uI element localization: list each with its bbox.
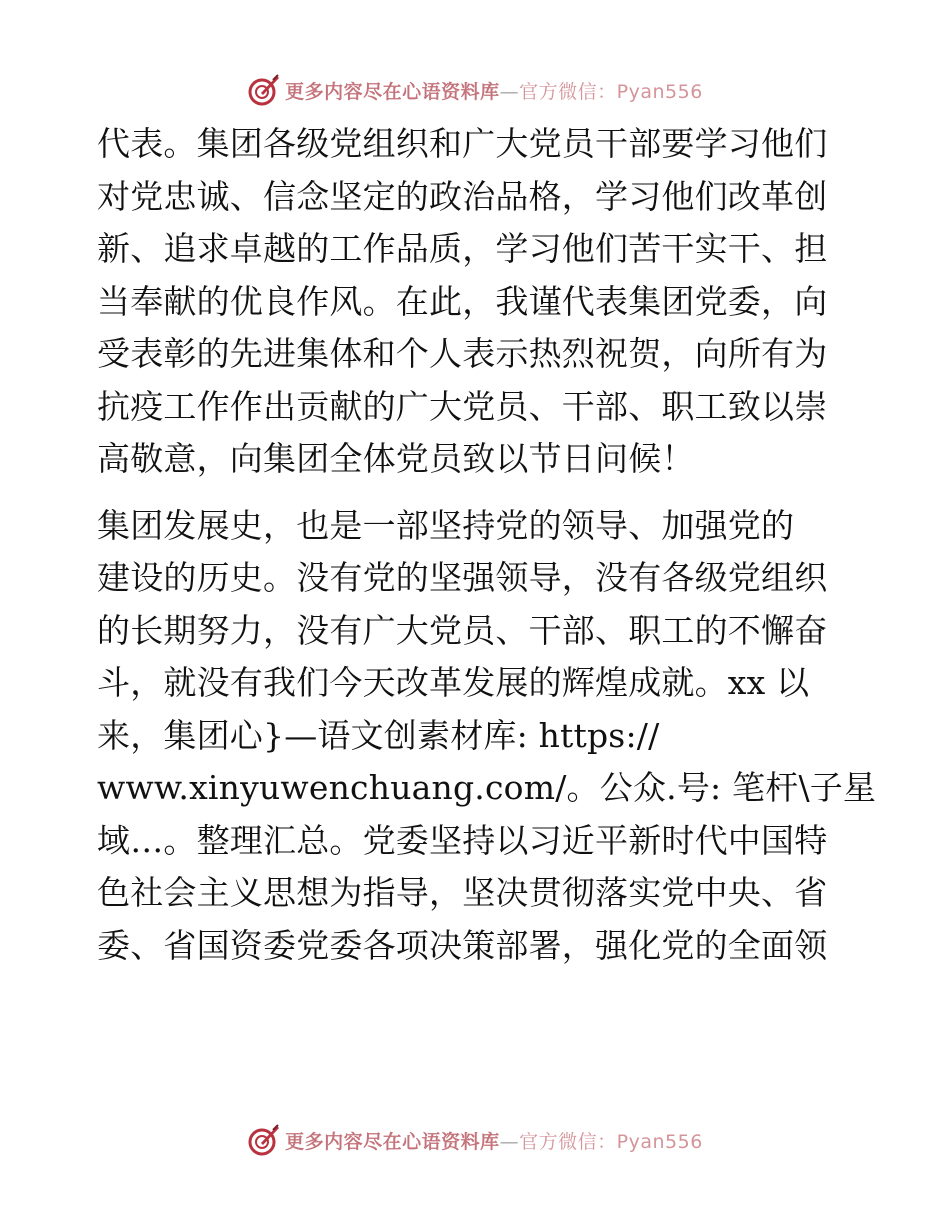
text-line: www.xinyuwenchuang.com/。公众.号: 笔杆\子星 — [97, 768, 877, 807]
paragraph-2 — [97, 500, 877, 973]
paragraph-gap — [97, 486, 857, 500]
text-line: 斗，就没有我们今天改革发展的辉煌成就。xx 以 — [97, 663, 810, 702]
footer-dash: — — [499, 1130, 520, 1153]
header-banner — [0, 70, 950, 110]
text-line: 域…。整理汇总。党委坚持以习近平新时代中国特 — [97, 820, 828, 860]
text-line: 的长期努力，没有广大党员、干部、职工的不懈奋 — [97, 610, 828, 650]
text-line: 高敬意，向集团全体党员致以节日问候！ — [97, 439, 695, 478]
text-line: 建设的历史。没有党的坚强领导，没有各级党组织 — [97, 558, 828, 597]
quill-logo-icon — [247, 1123, 281, 1157]
paragraph-1 — [97, 118, 857, 486]
text-line: 来，集团心}—语文创素材库: https:// — [97, 715, 660, 755]
text-line: 色社会主义思想为指导，坚决贯彻落实党中央、省 — [97, 873, 828, 912]
header-dash: — — [499, 80, 520, 103]
text-line: 抗疫工作作出贡献的广大党员、干部、职工致以崇 — [97, 386, 828, 426]
footer-text — [285, 1127, 703, 1154]
header-main-text: 更多内容尽在心语资料库 — [285, 80, 500, 103]
text-line: 代表。集团各级党组织和广大党员干部要学习他们 — [97, 124, 828, 163]
header-contact-text: 官方微信：Pyan556 — [519, 80, 703, 103]
text-line: 对党忠诚、信念坚定的政治品格，学习他们改革创 — [97, 176, 828, 216]
text-line: 受表彰的先进集体和个人表示热烈祝贺，向所有为 — [97, 334, 828, 373]
footer-banner — [0, 1120, 950, 1160]
header-text — [285, 77, 703, 104]
footer-contact-text: 官方微信：Pyan556 — [519, 1130, 703, 1153]
document-body — [97, 118, 877, 972]
text-line: 集团发展史，也是一部坚持党的领导、加强党的 — [97, 505, 795, 545]
text-line: 当奉献的优良作风。在此，我谨代表集团党委，向 — [97, 281, 828, 321]
text-line: 新、追求卓越的工作品质，学习他们苦干实干、担 — [97, 229, 828, 268]
quill-logo-icon — [247, 73, 281, 107]
text-line: 委、省国资委党委各项决策部署，强化党的全面领 — [97, 925, 828, 965]
footer-main-text: 更多内容尽在心语资料库 — [285, 1130, 500, 1153]
